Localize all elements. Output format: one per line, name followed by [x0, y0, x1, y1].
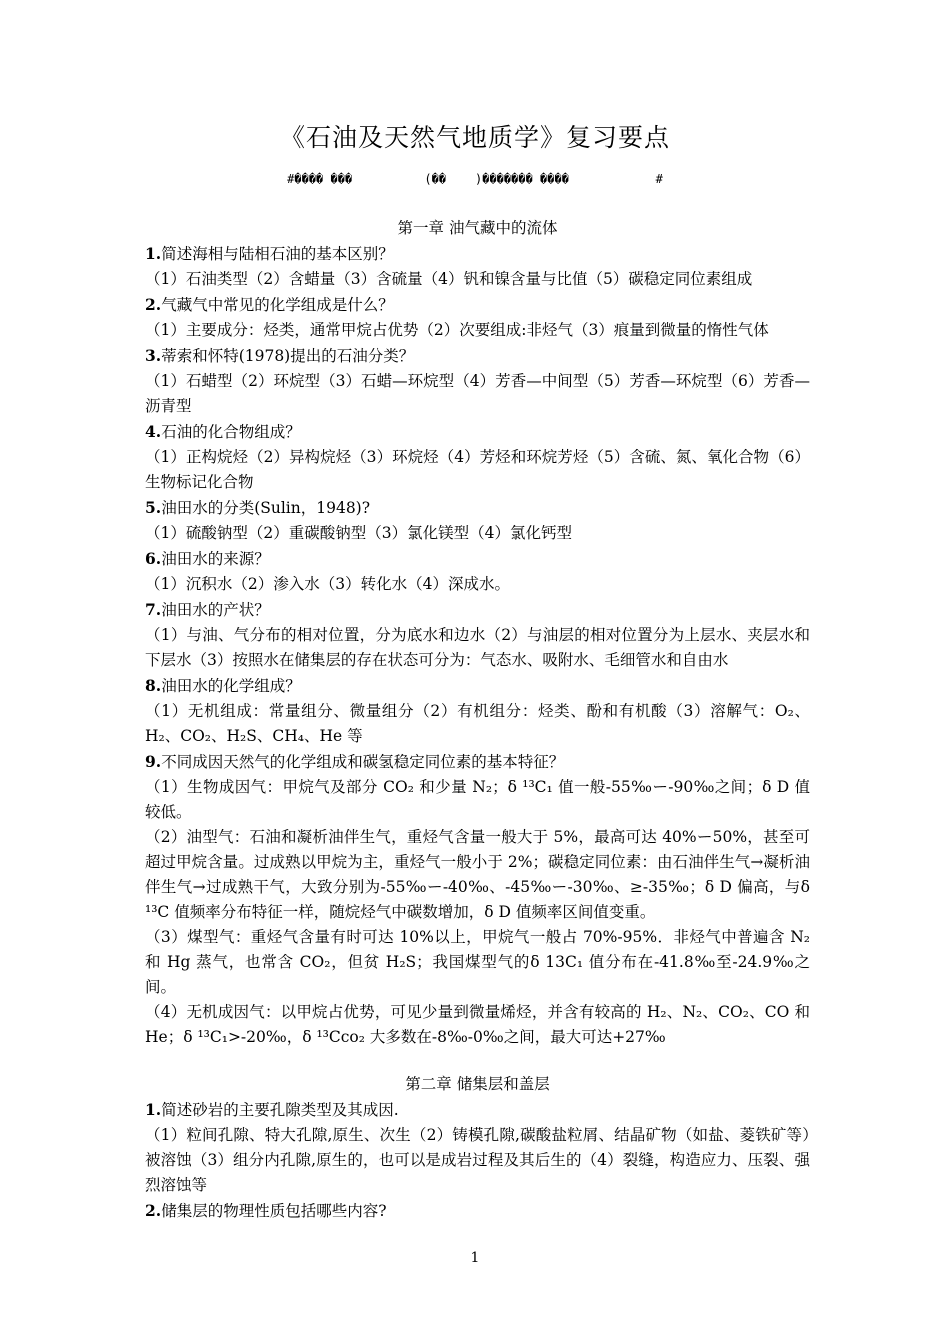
answer-paragraph: （1）粒间孔隙、特大孔隙,原生、次生（2）铸模孔隙,碳酸盐粒屑、结晶矿物（如盐、菱铁矿等）被溶蚀（3）组分内孔隙,原生的，也可以是成岩过程及其后生的（4）裂缝，构造应力、压裂、强烈溶蚀等	[145, 1126, 810, 1194]
question-number: 1.	[145, 244, 162, 263]
question	[145, 343, 810, 369]
question-text: 简述海相与陆相石油的基本区别？	[161, 245, 394, 263]
question	[145, 419, 810, 445]
answer-paragraph: （1）主要成分：烃类，通常甲烷占优势（2）次要组成:非烃气（3）痕量到微量的惰性气体	[145, 321, 769, 339]
answer-paragraph: （1）与油、气分布的相对位置，分为底水和边水（2）与油层的相对位置分为上层水、夹层水和下层水（3）按照水在储集层的存在状态可分为：气态水、吸附水、毛细管水和自由水	[145, 626, 810, 669]
answer-paragraph: （1）石蜡型（2）环烷型（3）石蜡—环烷型（4）芳香—中间型（5）芳香—环烷型（6）芳香—沥青型	[145, 372, 810, 415]
question-text: 气藏气中常见的化学组成是什么？	[161, 296, 394, 314]
question-text: 石油的化合物组成？	[161, 423, 301, 441]
question-text: 蒂索和怀特(1978)提出的石油分类？	[161, 347, 415, 365]
document-title: 《石油及天然气地质学》复习要点	[279, 123, 670, 152]
question-number: 8.	[145, 676, 162, 695]
question-number: 3.	[145, 346, 162, 365]
question	[145, 597, 810, 623]
chapter-heading: 第一章 油气藏中的流体	[397, 219, 558, 237]
question-number: 5.	[145, 498, 162, 517]
question-number: 4.	[145, 422, 162, 441]
question-number: 9.	[145, 752, 162, 771]
document-subtitle: #���� ��� (�� )������� ���� #	[287, 172, 663, 186]
question-number: 2.	[145, 295, 162, 314]
answer-paragraph: （3）煤型气：重烃气含量有时可达 10%以上，甲烷气一般占 70%-95%．非烃气中普遍含 N₂ 和 Hg 蒸气，也常含 CO₂，但贫 H₂S；我国煤型气的δ 13C₁ 值分布在-41.8‰至-24.9‰之间。	[145, 928, 810, 996]
chapter-heading: 第二章 储集层和盖层	[405, 1075, 550, 1093]
question-text: 油田水的来源？	[161, 550, 270, 568]
answer-paragraph: （1）硫酸钠型（2）重碳酸钠型（3）氯化镁型（4）氯化钙型	[145, 524, 572, 542]
question	[145, 673, 810, 699]
document-body	[145, 216, 810, 1224]
answer-paragraph: （2）油型气：石油和凝析油伴生气，重烃气含量一般大于 5%，最高可达 40%ー50%，甚至可超过甲烷含量。过成熟以甲烷为主，重烃气一般小于 2%；碳稳定同位素：由石油伴生气→凝析油伴生气→过成熟干气，大致分别为-55‰ー-40‰、-45‰ー-30‰、≥-35‰；δ D 偏高，与δ ¹³C 值频率分布特征一样，随烷烃气中碳数增加，δ D 值频率区间值变重。	[145, 828, 810, 921]
answer-paragraph: （1）沉积水（2）渗入水（3）转化水（4）深成水。	[145, 575, 510, 593]
question-text: 油田水的化学组成？	[161, 677, 301, 695]
question-text: 储集层的物理性质包括哪些内容?	[161, 1202, 387, 1220]
question-number: 2.	[145, 1201, 162, 1220]
question-number: 6.	[145, 549, 162, 568]
question-text: 简述砂岩的主要孔隙类型及其成因.	[161, 1101, 399, 1119]
question-number: 1.	[145, 1100, 162, 1119]
question-text: 油田水的产状？	[161, 601, 270, 619]
question	[145, 1097, 810, 1123]
page-number: 1	[470, 1250, 480, 1266]
question-text: 油田水的分类(Sulin，1948)?	[161, 499, 371, 517]
question-text: 不同成因天然气的化学组成和碳氢稳定同位素的基本特征？	[161, 753, 565, 771]
question	[145, 241, 810, 267]
answer-paragraph: （1）生物成因气：甲烷气及部分 CO₂ 和少量 N₂；δ ¹³C₁ 值一般-55‰ー-90‰之间；δ D 值较低。	[145, 778, 810, 821]
question	[145, 292, 810, 318]
question	[145, 749, 810, 775]
answer-paragraph: （1）无机组成：常量组分、微量组分（2）有机组分：烃类、酚和有机酸（3）溶解气：O₂、H₂、CO₂、H₂S、CH₄、He 等	[145, 702, 810, 745]
question	[145, 495, 810, 521]
answer-paragraph: （4）无机成因气：以甲烷占优势，可见少量到微量烯烃，并含有较高的 H₂、N₂、CO₂、CO 和 He；δ ¹³C₁>-20‰，δ ¹³Cco₂ 大多数在-8‰-0‰之间，最大可达+27‰	[145, 1003, 810, 1046]
answer-paragraph: （1）石油类型（2）含蜡量（3）含硫量（4）钒和镍含量与比值（5）碳稳定同位素组成	[145, 270, 753, 288]
question	[145, 546, 810, 572]
question	[145, 1198, 810, 1224]
question-number: 7.	[145, 600, 162, 619]
answer-paragraph: （1）正构烷烃（2）异构烷烃（3）环烷烃（4）芳烃和环烷芳烃（5）含硫、氮、氧化合物（6）生物标记化合物	[145, 448, 810, 491]
